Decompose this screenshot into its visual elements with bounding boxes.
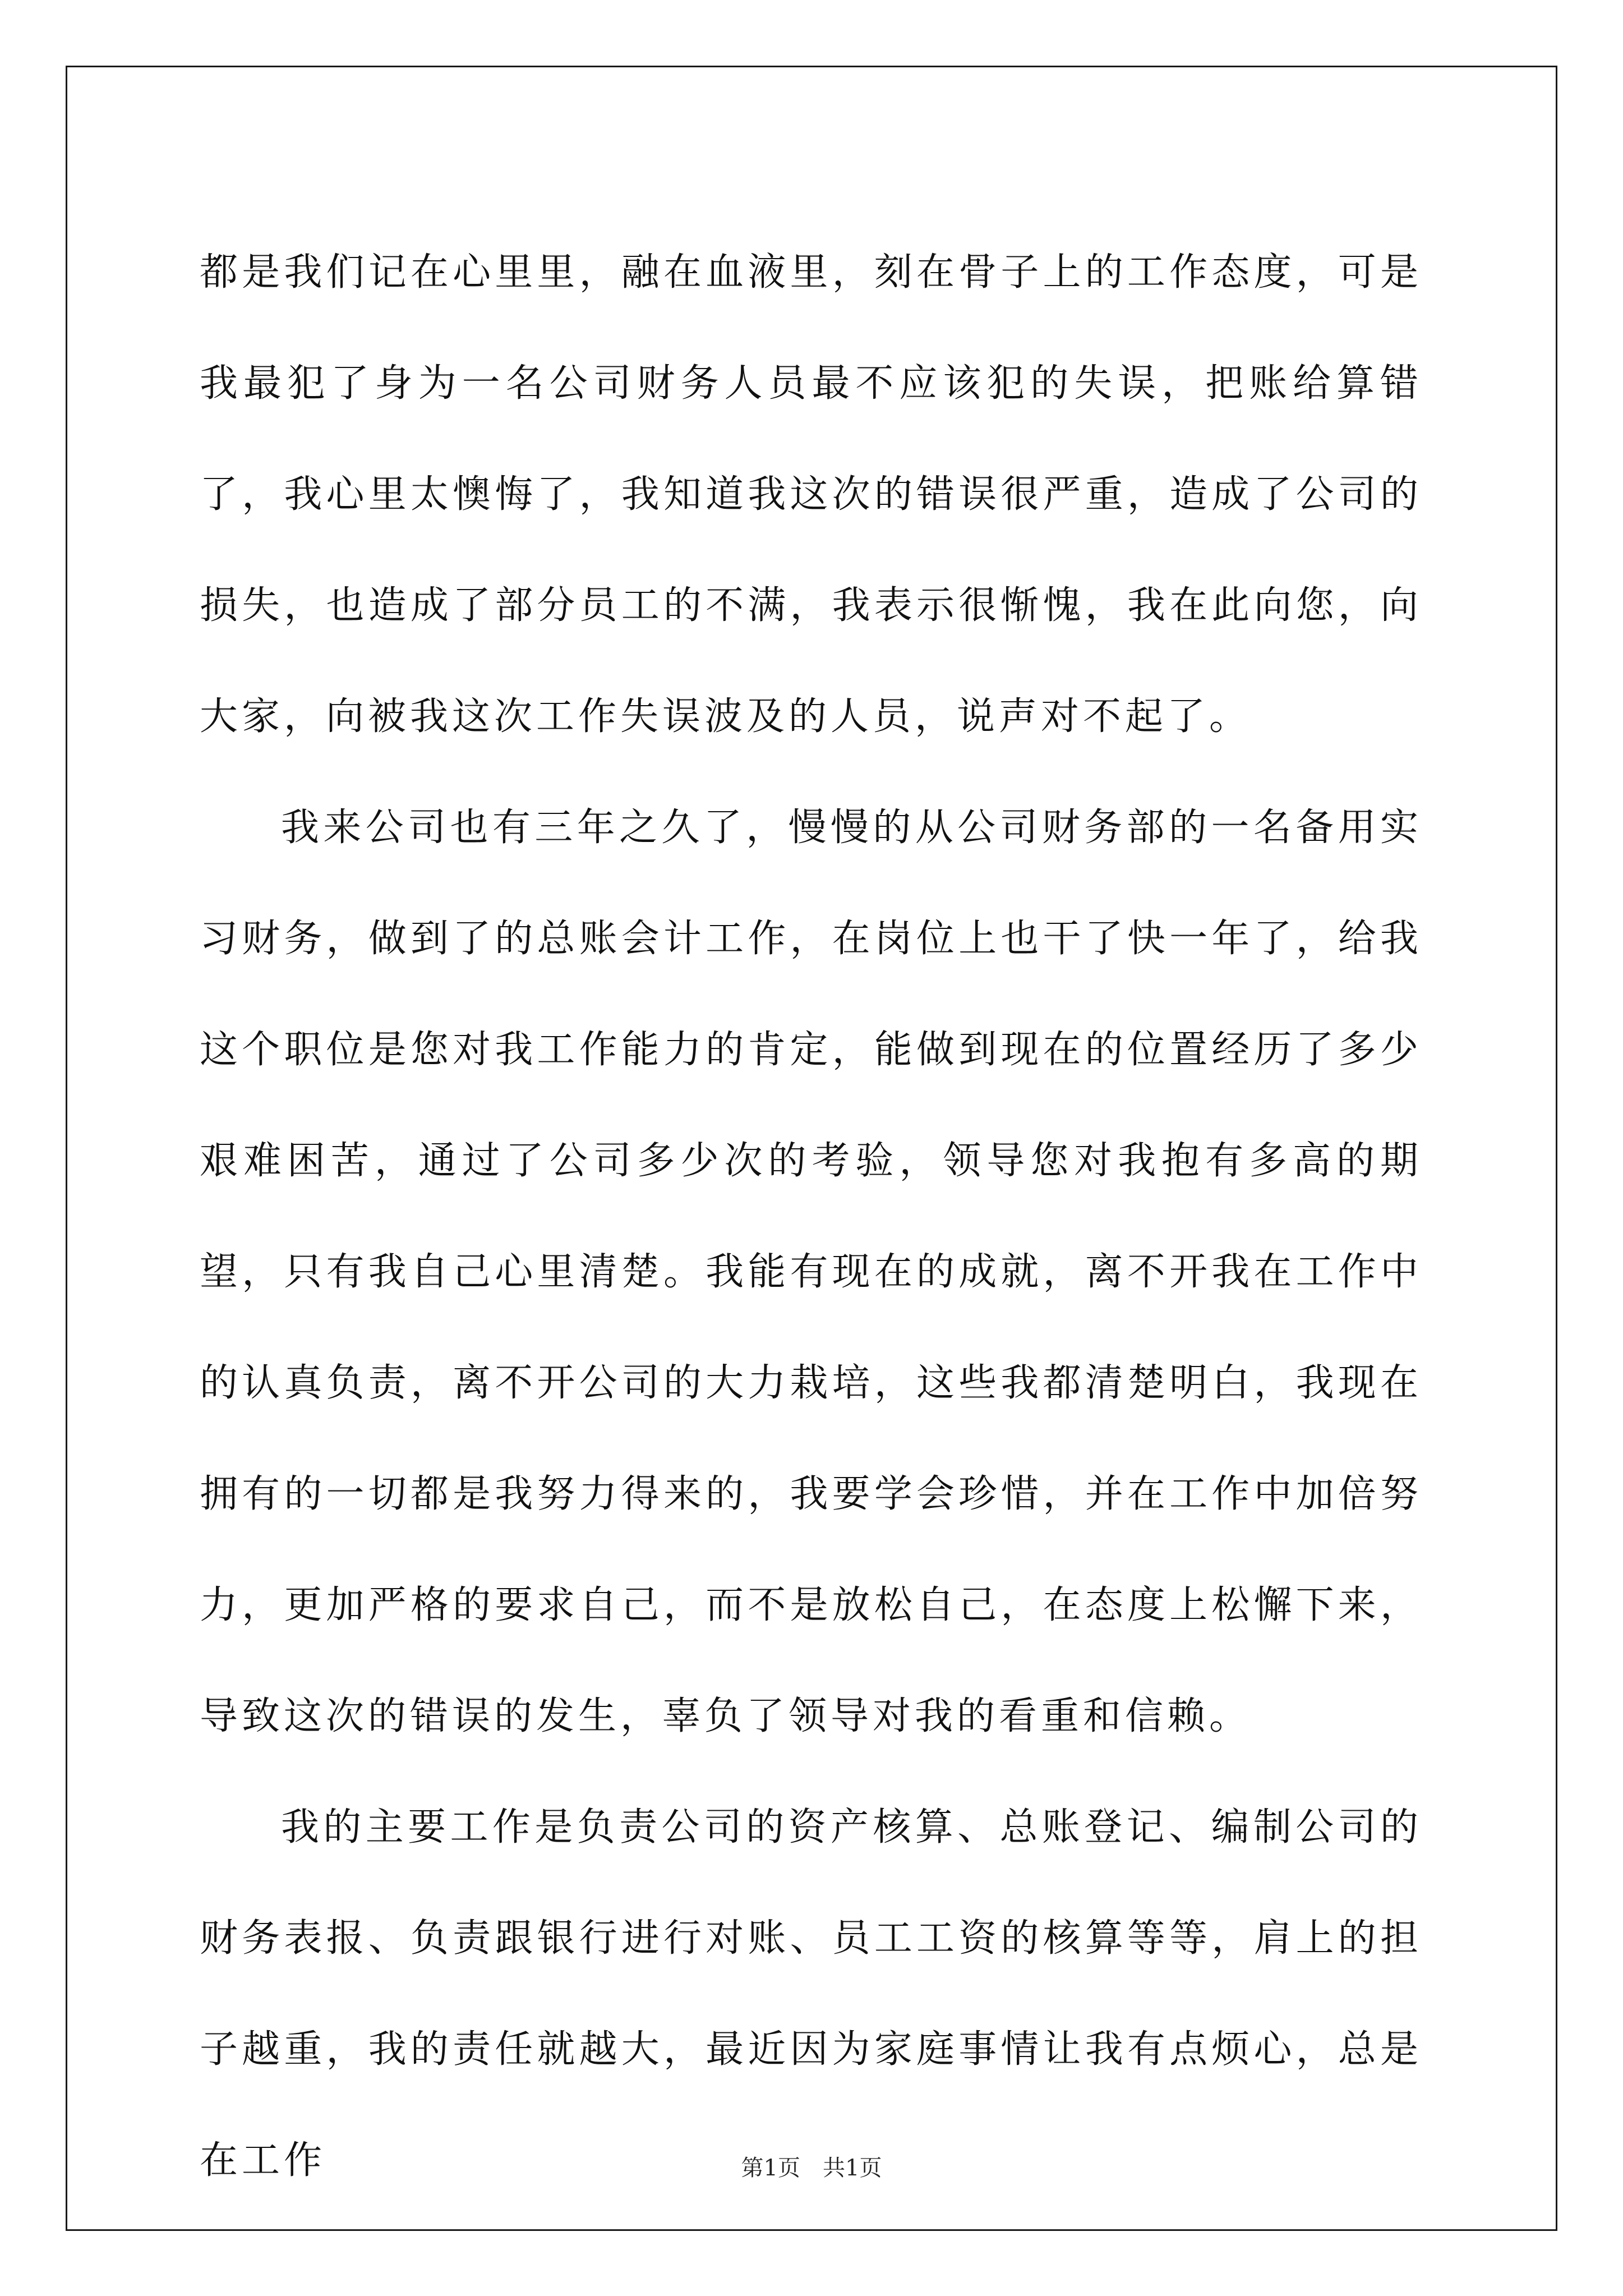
document-body: [200, 217, 1422, 2216]
paragraph-3: 我的主要工作是负责公司的资产核算、总账登记、编制公司的财务表报、负责跟银行进行对账、员工工资的核算等等，肩上的担子越重，我的责任就越大，最近因为家庭事情让我有点烦心，总是在工作: [200, 1805, 1422, 2183]
paragraph-1: 都是我们记在心里里，融在血液里，刻在骨子上的工作态度，可是我最犯了身为一名公司财务人员最不应该犯的失误，把账给算错了，我心里太懊悔了，我知道我这次的错误很严重，造成了公司的损失，也造成了部分员工的不满，我表示很惭愧，我在此向您，向大家，向被我这次工作失误波及的人员，说声对不起了。: [200, 250, 1422, 739]
paragraph-2: 我来公司也有三年之久了，慢慢的从公司财务部的一名备用实习财务，做到了的总账会计工作，在岗位上也干了快一年了，给我这个职位是您对我工作能力的肯定，能做到现在的位置经历了多少艰难困苦，通过了公司多少次的考验，领导您对我抱有多高的期望，只有我自己心里清楚。我能有现在的成就，离不开我在工作中的认真负责，离不开公司的大力栽培，这些我都清楚明白，我现在拥有的一切都是我努力得来的，我要学会珍惜，并在工作中加倍努力，更加严格的要求自己，而不是放松自己，在态度上松懈下来，导致这次的错误的发生，辜负了领导对我的看重和信赖。: [200, 806, 1422, 1738]
page-number-footer: 第1页 共1页: [741, 2155, 882, 2181]
